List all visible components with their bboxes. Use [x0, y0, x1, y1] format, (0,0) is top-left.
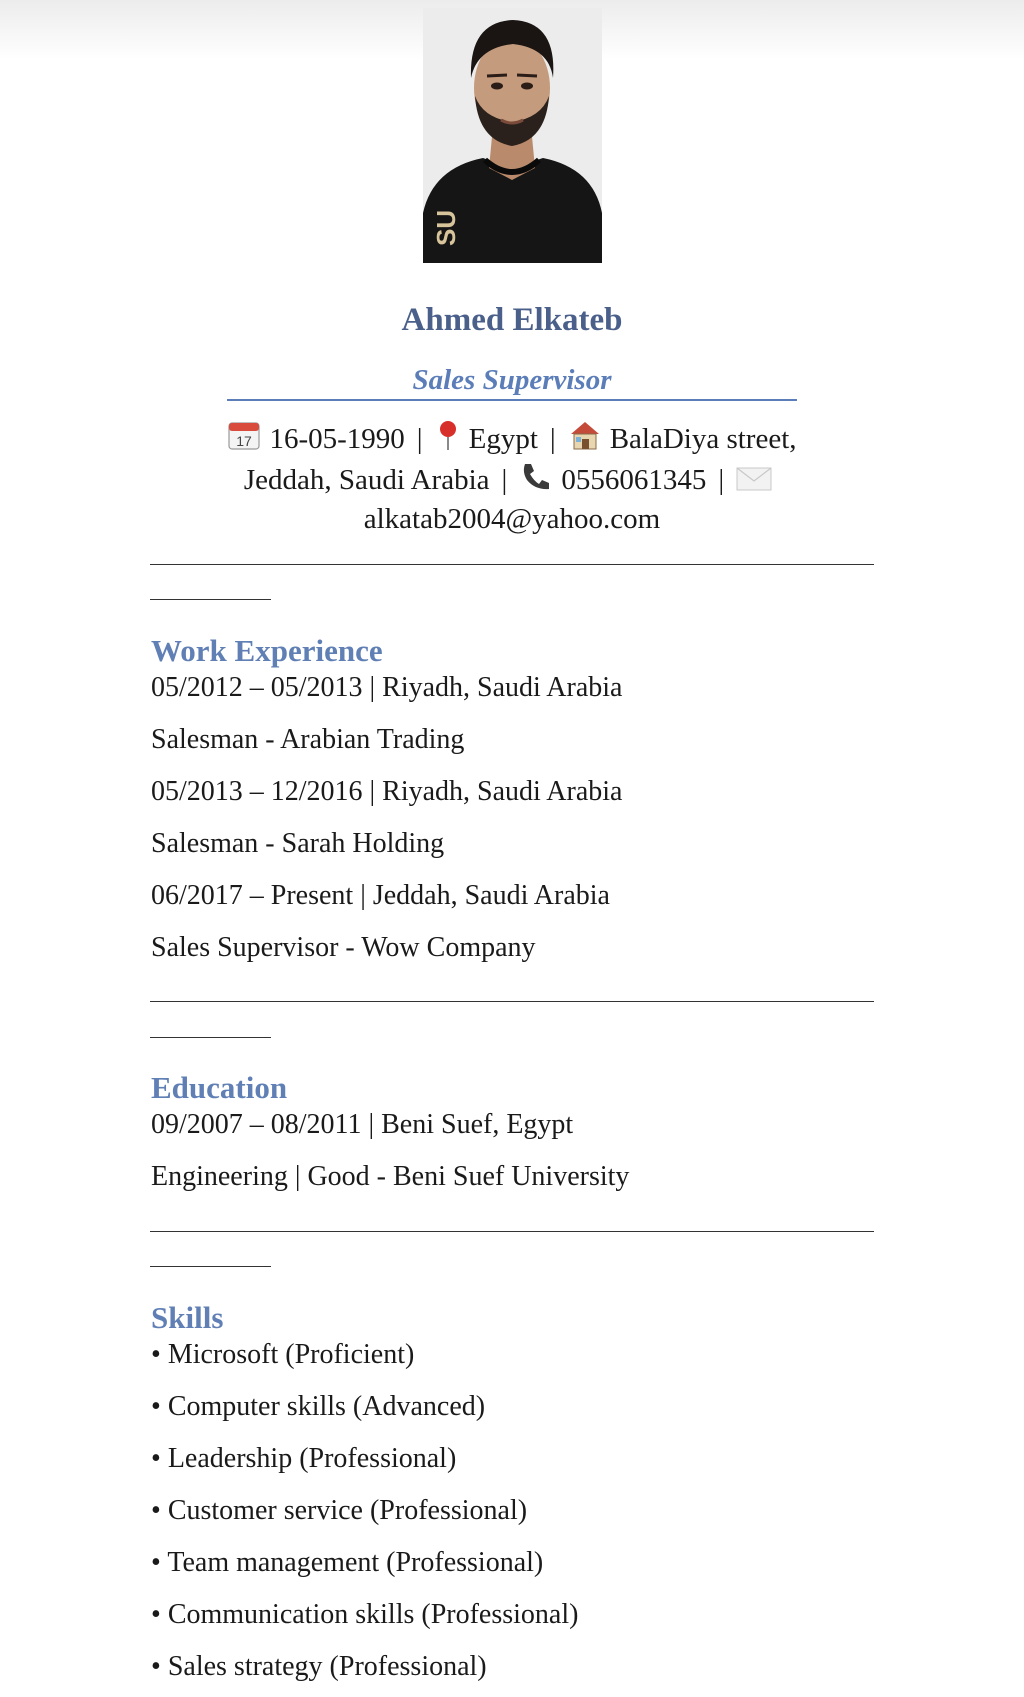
work-entry-dates: 05/2012 – 05/2013 | Riyadh, Saudi Arabia: [151, 672, 623, 703]
bullet: •: [151, 1443, 161, 1474]
address-line-1: BalaDiya street,: [609, 423, 797, 455]
calendar-icon-day: 17: [236, 433, 253, 449]
skill-label: Customer service (Professional): [167, 1495, 528, 1526]
bullet: •: [151, 1651, 161, 1682]
work-entry-role: Sales Supervisor - Wow Company: [151, 932, 536, 963]
section-heading-skills: Skills: [151, 1300, 224, 1335]
profile-photo: [423, 8, 602, 263]
house-icon: [568, 419, 602, 460]
skill-item: [151, 1339, 414, 1371]
skill-label: Sales strategy (Professional): [167, 1651, 487, 1682]
separator: |: [549, 423, 556, 455]
work-entry-role: Salesman - Sarah Holding: [151, 828, 445, 859]
separator: |: [501, 464, 508, 496]
bullet: •: [151, 1495, 161, 1526]
skill-label: Microsoft (Proficient): [167, 1339, 415, 1370]
work-entry-role: Salesman - Arabian Trading: [151, 724, 465, 755]
bullet: •: [151, 1547, 161, 1578]
birth-date: 16-05-1990: [269, 423, 405, 455]
education-entry-detail: Engineering | Good - Beni Suef University: [151, 1161, 630, 1192]
divider-line: [150, 1231, 874, 1232]
envelope-icon: [736, 465, 772, 501]
phone-number: 0556061345: [561, 464, 707, 496]
location-pin-icon: [435, 419, 461, 460]
skill-item: [151, 1391, 485, 1423]
education-entry-dates: 09/2007 – 08/2011 | Beni Suef, Egypt: [151, 1109, 574, 1140]
skill-item: [151, 1651, 487, 1683]
divider-line-short: [150, 1037, 271, 1038]
separator: |: [416, 423, 423, 455]
divider-line-short: [150, 1266, 271, 1267]
skill-label: Team management (Professional): [167, 1547, 544, 1578]
candidate-name: Ahmed Elkateb: [401, 302, 623, 338]
bullet: •: [151, 1599, 161, 1630]
contact-line-2: [150, 460, 874, 501]
phone-icon: [519, 460, 553, 501]
skill-label: Computer skills (Advanced): [167, 1391, 486, 1422]
divider-line-short: [150, 599, 271, 600]
skill-item: [151, 1443, 456, 1475]
job-title: Sales Supervisor: [412, 364, 612, 396]
calendar-icon: [227, 419, 261, 460]
section-heading-education: Education: [151, 1070, 288, 1105]
separator: |: [718, 464, 725, 496]
work-entry-dates: 06/2017 – Present | Jeddah, Saudi Arabia: [151, 880, 610, 911]
country: Egypt: [468, 423, 538, 455]
skill-item: [151, 1495, 527, 1527]
email-address: alkatab2004@yahoo.com: [363, 503, 661, 535]
bullet: •: [151, 1391, 161, 1422]
skill-item: [151, 1547, 543, 1579]
divider-line: [150, 1001, 874, 1002]
contact-info: [150, 419, 874, 537]
shirt-print: SU: [431, 209, 461, 246]
skill-label: Leadership (Professional): [167, 1443, 457, 1474]
skill-label: Communication skills (Professional): [167, 1599, 579, 1630]
work-entry-dates: 05/2013 – 12/2016 | Riyadh, Saudi Arabia: [151, 776, 623, 807]
job-title-block: [227, 362, 797, 401]
contact-line-3: [150, 501, 874, 537]
section-heading-work-experience: Work Experience: [151, 633, 383, 668]
bullet: •: [151, 1339, 161, 1370]
skill-item: [151, 1599, 578, 1631]
address-line-2: Jeddah, Saudi Arabia: [243, 464, 490, 496]
divider-line: [150, 564, 874, 565]
contact-line-1: [150, 419, 874, 460]
